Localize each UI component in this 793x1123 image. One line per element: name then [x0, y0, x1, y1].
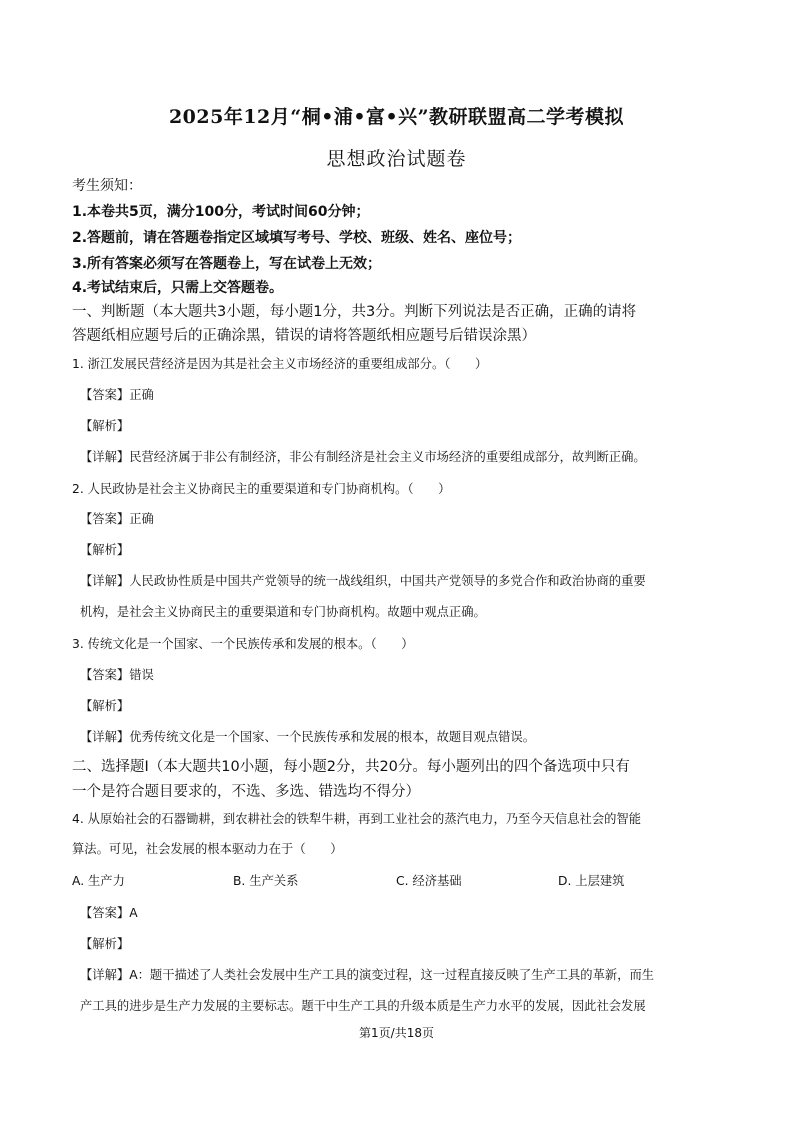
notice-item: 1.本卷共5页，满分100分，考试时间60分钟；: [72, 204, 370, 220]
answer-label: 【答案】: [80, 906, 130, 920]
detail-text-cont: 机构，是社会主义协商民主的重要渠道和专门协商机构。故题中观点正确。: [80, 605, 486, 619]
detail-label: 【详解】: [80, 968, 130, 982]
detail-line: [80, 965, 740, 983]
detail-text: 人民政协性质是中国共产党领导的统一战线组织，中国共产党领导的多党合作和政治协商的重要: [129, 574, 646, 588]
question-stem-cont: 算法。可见，社会发展的根本驱动力在于（ ）: [72, 842, 343, 856]
detail-label: 【详解】: [80, 450, 130, 464]
exam-title: 2025年12月“桐•浦•富•兴”教研联盟高二学考模拟: [168, 106, 625, 128]
detail-line: [80, 727, 740, 745]
detail-text-cont: 产工具的进步是生产力发展的主要标志。题干中生产工具的升级本质是生产力水平的发展，因此社会发展: [80, 999, 646, 1013]
analysis-label: 【解析】: [80, 419, 130, 433]
answer-value: 错误: [129, 668, 154, 682]
section-heading-cont: 答题纸相应题号后的正确涂黑，错误的请将答题纸相应题号后错误涂黑）: [72, 328, 536, 344]
question-stem: 3. 传统文化是一个国家、一个民族传承和发展的根本。（ ）: [72, 637, 414, 651]
answer-label: 【答案】: [80, 668, 130, 682]
exam-subtitle: 思想政治试题卷: [326, 148, 467, 170]
notice-item: 4.考试结束后，只需上交答题卷。: [72, 280, 284, 296]
option-b: B. 生产关系: [233, 874, 299, 888]
notice-heading: 考生须知：: [72, 178, 142, 194]
question-stem: 2. 人民政协是社会主义协商民主的重要渠道和专门协商机构。（ ）: [72, 482, 451, 496]
notice-item: 3.所有答案必须写在答题卷上，写在试卷上无效；: [72, 256, 382, 272]
question-stem: 1. 浙江发展民营经济是因为其是社会主义市场经济的重要组成部分。（ ）: [72, 357, 488, 371]
page-number: 第1页/共18页: [359, 1026, 434, 1040]
notice-item: 2.答题前，请在答题卷指定区域填写考号、学校、班级、姓名、座位号；: [72, 230, 522, 246]
section-heading: 二、选择题Ⅰ（本大题共10小题，每小题2分，共20分。每小题列出的四个备选项中只有: [72, 759, 630, 775]
answer-label: 【答案】: [80, 388, 130, 402]
analysis-label: 【解析】: [80, 543, 130, 557]
option-c: C. 经济基础: [396, 874, 462, 888]
option-a: A. 生产力: [72, 874, 125, 888]
answer-line: [80, 385, 740, 403]
detail-text: 优秀传统文化是一个国家、一个民族传承和发展的根本，故题目观点错误。: [129, 730, 536, 744]
answer-line: [80, 665, 740, 683]
answer-line: [80, 903, 740, 921]
answer-value: 正确: [129, 388, 154, 402]
option-d: D. 上层建筑: [558, 874, 625, 888]
section-heading-cont: 一个是符合题目要求的，不选、多选、错选均不得分）: [72, 784, 420, 800]
detail-text: 民营经济属于非公有制经济，非公有制经济是社会主义市场经济的重要组成部分，故判断正确。: [129, 450, 646, 464]
detail-line: [80, 571, 740, 589]
detail-text: A：题干描述了人类社会发展中生产工具的演变过程，这一过程直接反映了生产工具的革新，而生: [129, 968, 655, 982]
detail-label: 【详解】: [80, 730, 130, 744]
answer-line: [80, 509, 740, 527]
section-heading: 一、判断题（本大题共3小题，每小题1分，共3分。判断下列说法是否正确，正确的请将: [72, 304, 637, 320]
question-stem: 4. 从原始社会的石器锄耕，到农耕社会的铁犁牛耕，再到工业社会的蒸汽电力，乃至今天信息社会的智能: [72, 812, 642, 826]
answer-value: A: [129, 906, 138, 920]
analysis-label: 【解析】: [80, 699, 130, 713]
detail-line: [80, 447, 740, 465]
answer-value: 正确: [129, 512, 154, 526]
analysis-label: 【解析】: [80, 937, 130, 951]
answer-label: 【答案】: [80, 512, 130, 526]
detail-label: 【详解】: [80, 574, 130, 588]
